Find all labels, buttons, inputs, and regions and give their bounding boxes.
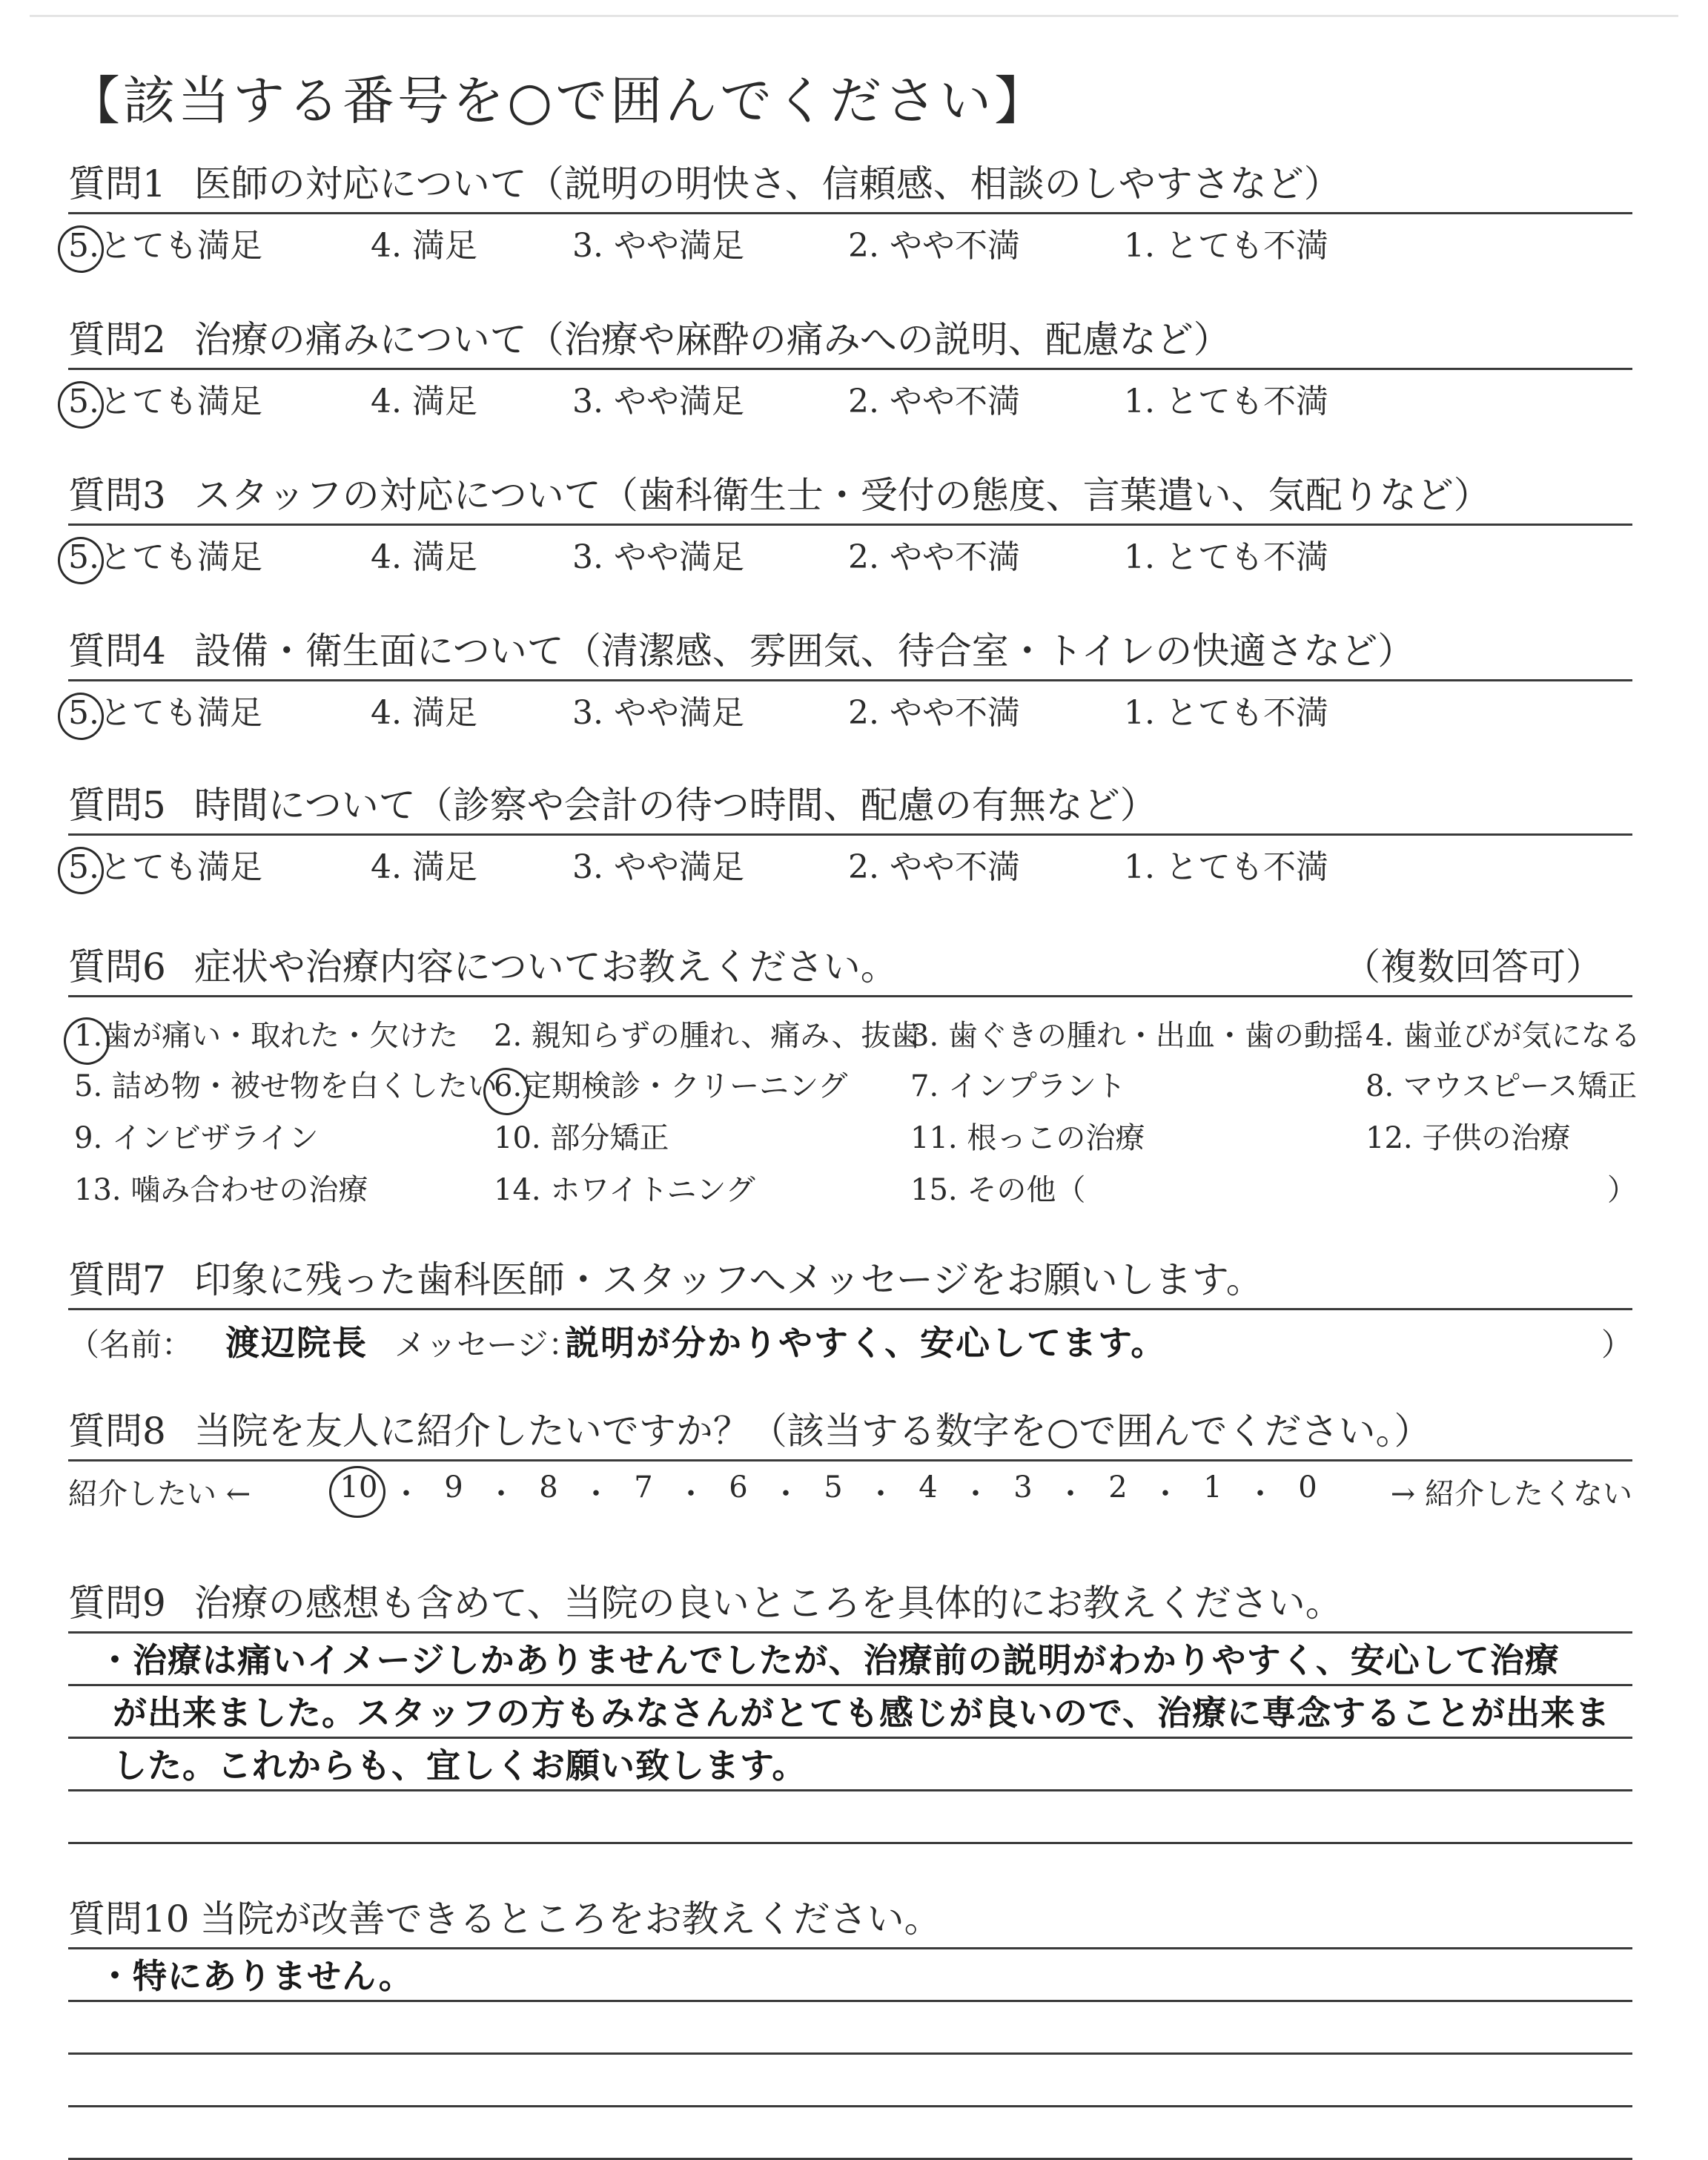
scale-left-label: 紹介したい ← bbox=[68, 1477, 251, 1511]
answer-options bbox=[68, 370, 1632, 419]
question-text: 当院が改善できるところをお教えください。 bbox=[199, 1898, 941, 1941]
multiple-answers-note: （複数回答可） bbox=[1343, 945, 1603, 988]
scale-value-5[interactable]: 5 bbox=[824, 1470, 843, 1505]
option-2[interactable]: 2. やや不満 bbox=[848, 227, 1020, 265]
symptom-option-2[interactable]: 2. 親知らずの腫れ、痛み、抜歯 bbox=[494, 1019, 921, 1053]
option-2[interactable]: 2. やや不満 bbox=[848, 694, 1020, 732]
question-number: 質問1 bbox=[68, 162, 166, 205]
symptom-option-11[interactable]: 11. 根っこの治療 bbox=[910, 1121, 1145, 1155]
scale-dot: ・ bbox=[1151, 1477, 1180, 1511]
symptom-option-1[interactable]: 1.歯が痛い・取れた・欠けた bbox=[74, 1019, 459, 1053]
symptom-option-10[interactable]: 10. 部分矯正 bbox=[494, 1121, 669, 1155]
question-number: 質問5 bbox=[68, 784, 166, 827]
symptom-option-6[interactable]: 6.定期検診・クリーニング bbox=[494, 1069, 848, 1103]
question-text: 時間について（診察や会計の待つ時間、配慮の有無など） bbox=[193, 784, 1157, 827]
answer-options bbox=[68, 214, 1632, 263]
answer-line[interactable] bbox=[68, 1686, 1632, 1739]
question-number: 質問6 bbox=[68, 945, 166, 988]
question-text: 治療の感想も含めて、当院の良いところを具体的にお教えください。 bbox=[193, 1582, 1343, 1625]
question-text: 医師の対応について（説明の明快さ、信頼感、相談のしやすさなど） bbox=[193, 162, 1341, 205]
option-4[interactable]: 4. 満足 bbox=[371, 227, 477, 265]
option-5[interactable]: 5.とても満足 bbox=[68, 694, 262, 732]
scale-value-1[interactable]: 1 bbox=[1203, 1470, 1222, 1505]
question-text: 設備・衛生面について（清潔感、雰囲気、待合室・トイレの快適さなど） bbox=[193, 630, 1415, 673]
symptom-options bbox=[68, 997, 1641, 1207]
question-2 bbox=[68, 311, 1632, 419]
option-1[interactable]: 1. とても不満 bbox=[1124, 848, 1328, 886]
option-3[interactable]: 3. やや満足 bbox=[572, 694, 744, 732]
scale-value-3[interactable]: 3 bbox=[1013, 1470, 1033, 1505]
selection-circle: 6 bbox=[494, 1069, 513, 1103]
question-number: 質問8 bbox=[68, 1410, 166, 1453]
symptom-option-13[interactable]: 13. 噛み合わせの治療 bbox=[74, 1173, 368, 1207]
selection-circle: 1 bbox=[74, 1019, 93, 1053]
option-1[interactable]: 1. とても不満 bbox=[1124, 383, 1328, 420]
scale-dot: ・ bbox=[961, 1477, 990, 1511]
other-close-paren: ） bbox=[1607, 1173, 1637, 1207]
question-number: 質問2 bbox=[68, 318, 166, 361]
question-text: 症状や治療内容についてお教えください。 bbox=[193, 945, 898, 988]
question-5 bbox=[68, 777, 1632, 885]
scale-value-2[interactable]: 2 bbox=[1108, 1470, 1128, 1505]
scale-values bbox=[335, 1470, 1331, 1513]
selection-circle: 5 bbox=[68, 227, 89, 265]
option-4[interactable]: 4. 満足 bbox=[371, 694, 477, 732]
question-number: 質問3 bbox=[68, 474, 166, 517]
question-text: 治療の痛みについて（治療や麻酔の痛みへの説明、配慮など） bbox=[193, 318, 1231, 361]
scale-dot: ・ bbox=[676, 1477, 706, 1511]
symptom-option-12[interactable]: 12. 子供の治療 bbox=[1366, 1121, 1571, 1155]
top-border bbox=[30, 15, 1678, 17]
question-7 bbox=[68, 1252, 1632, 1362]
option-2[interactable]: 2. やや不満 bbox=[848, 538, 1020, 576]
scale-value-10[interactable] bbox=[335, 1470, 383, 1513]
scale-dot: ・ bbox=[391, 1477, 421, 1511]
message-value[interactable]: 説明が分かりやすく、安心してます。 bbox=[565, 1323, 1167, 1363]
option-5[interactable]: 5.とても満足 bbox=[68, 538, 262, 576]
answer-line[interactable] bbox=[68, 1949, 1632, 2002]
question-3 bbox=[68, 467, 1632, 575]
selection-circle: 10 bbox=[335, 1470, 383, 1505]
symptom-option-8[interactable]: 8. マウスピース矯正 bbox=[1366, 1069, 1638, 1103]
symptom-option-7[interactable]: 7. インプラント bbox=[910, 1069, 1126, 1103]
option-4[interactable]: 4. 満足 bbox=[371, 538, 477, 576]
option-4[interactable]: 4. 満足 bbox=[371, 848, 477, 886]
question-4 bbox=[68, 623, 1632, 730]
selection-circle: 5 bbox=[68, 694, 89, 732]
selection-circle: 5 bbox=[68, 383, 89, 420]
scale-dot: ・ bbox=[581, 1477, 611, 1511]
form-header: 【該当する番号を○で囲んでください】 bbox=[68, 70, 1050, 131]
scale-dot: ・ bbox=[771, 1477, 801, 1511]
message-close-paren: ） bbox=[1601, 1327, 1632, 1363]
answer-line[interactable] bbox=[68, 2107, 1632, 2160]
symptom-option-15[interactable]: 15. その他（ bbox=[910, 1173, 1086, 1207]
option-3[interactable]: 3. やや満足 bbox=[572, 227, 744, 265]
answer-lines bbox=[68, 1634, 1632, 1844]
handwritten-answer: が出来ました。スタッフの方もみなさんがとても感じが良いので、治療に専念することが出来ま bbox=[113, 1693, 1611, 1733]
scale-dot: ・ bbox=[1056, 1477, 1085, 1511]
handwritten-answer: ・特にありません。 bbox=[98, 1956, 414, 1996]
option-5[interactable]: 5.とても満足 bbox=[68, 848, 262, 886]
message-label: メッセージ： bbox=[394, 1327, 580, 1363]
selection-circle: 5 bbox=[68, 848, 89, 886]
scale-value-9[interactable]: 9 bbox=[444, 1470, 463, 1505]
selection-circle: 5 bbox=[68, 538, 89, 576]
answer-line[interactable] bbox=[68, 1791, 1632, 1844]
symptom-option-3[interactable]: 3. 歯ぐきの腫れ・出血・歯の動揺 bbox=[910, 1019, 1363, 1053]
question-number: 質問10 bbox=[68, 1898, 190, 1941]
option-2[interactable]: 2. やや不満 bbox=[848, 848, 1020, 886]
name-label: （名前： bbox=[68, 1327, 193, 1363]
question-number: 質問9 bbox=[68, 1582, 166, 1625]
question-9 bbox=[68, 1575, 1632, 1844]
scale-value-0[interactable]: 0 bbox=[1298, 1470, 1317, 1505]
question-10 bbox=[68, 1891, 1632, 2160]
name-value[interactable]: 渡辺院長 bbox=[225, 1323, 368, 1363]
question-number: 質問4 bbox=[68, 630, 166, 673]
scale-dot: ・ bbox=[486, 1477, 516, 1511]
recommend-scale bbox=[68, 1462, 1632, 1513]
question-8 bbox=[68, 1403, 1632, 1513]
option-5[interactable]: 5.とても満足 bbox=[68, 227, 262, 265]
scale-right-label: → 紹介したくない bbox=[1390, 1477, 1632, 1511]
option-1[interactable]: 1. とても不満 bbox=[1124, 227, 1328, 265]
option-1[interactable]: 1. とても不満 bbox=[1124, 694, 1328, 732]
option-5[interactable]: 5.とても満足 bbox=[68, 383, 262, 420]
answer-line[interactable] bbox=[68, 2002, 1632, 2055]
question-1 bbox=[68, 156, 1632, 263]
question-number: 質問7 bbox=[68, 1258, 166, 1301]
answer-lines bbox=[68, 1949, 1632, 2160]
option-4[interactable]: 4. 満足 bbox=[371, 383, 477, 420]
handwritten-answer: した。これからも、宜しくお願い致します。 bbox=[113, 1745, 807, 1786]
option-3[interactable]: 3. やや満足 bbox=[572, 538, 744, 576]
symptom-option-9[interactable]: 9. インビザライン bbox=[74, 1121, 319, 1155]
option-1[interactable]: 1. とても不満 bbox=[1124, 538, 1328, 576]
scale-value-8[interactable]: 8 bbox=[539, 1470, 558, 1505]
question-text: 印象に残った歯科医師・スタッフへメッセージをお願いします。 bbox=[193, 1258, 1263, 1301]
scale-value-4[interactable]: 4 bbox=[918, 1470, 938, 1505]
answer-line[interactable] bbox=[68, 1739, 1632, 1791]
question-6 bbox=[68, 939, 1641, 1207]
option-2[interactable]: 2. やや不満 bbox=[848, 383, 1020, 420]
question-text: 当院を友人に紹介したいですか？（該当する数字を○で囲んでください。） bbox=[193, 1410, 1431, 1453]
option-3[interactable]: 3. やや満足 bbox=[572, 848, 744, 886]
scale-dot: ・ bbox=[1245, 1477, 1275, 1511]
answer-options bbox=[68, 681, 1632, 730]
answer-options bbox=[68, 526, 1632, 575]
scale-value-7[interactable]: 7 bbox=[634, 1470, 653, 1505]
symptom-option-14[interactable]: 14. ホワイトニング bbox=[494, 1173, 755, 1207]
symptom-option-4[interactable]: 4. 歯並びが気になる bbox=[1366, 1019, 1641, 1053]
message-line bbox=[68, 1310, 1632, 1362]
answer-options bbox=[68, 836, 1632, 885]
scale-dot: ・ bbox=[866, 1477, 896, 1511]
option-3[interactable]: 3. やや満足 bbox=[572, 383, 744, 420]
question-text: スタッフの対応について（歯科衛生士・受付の態度、言葉遣い、気配りなど） bbox=[193, 474, 1491, 517]
scale-value-6[interactable]: 6 bbox=[729, 1470, 748, 1505]
answer-line[interactable] bbox=[68, 2055, 1632, 2107]
handwritten-answer: ・治療は痛いイメージしかありませんでしたが、治療前の説明がわかりやすく、安心して治療 bbox=[98, 1640, 1560, 1680]
answer-line[interactable] bbox=[68, 1634, 1632, 1686]
symptom-option-5[interactable]: 5. 詰め物・被せ物を白くしたい bbox=[74, 1069, 497, 1103]
